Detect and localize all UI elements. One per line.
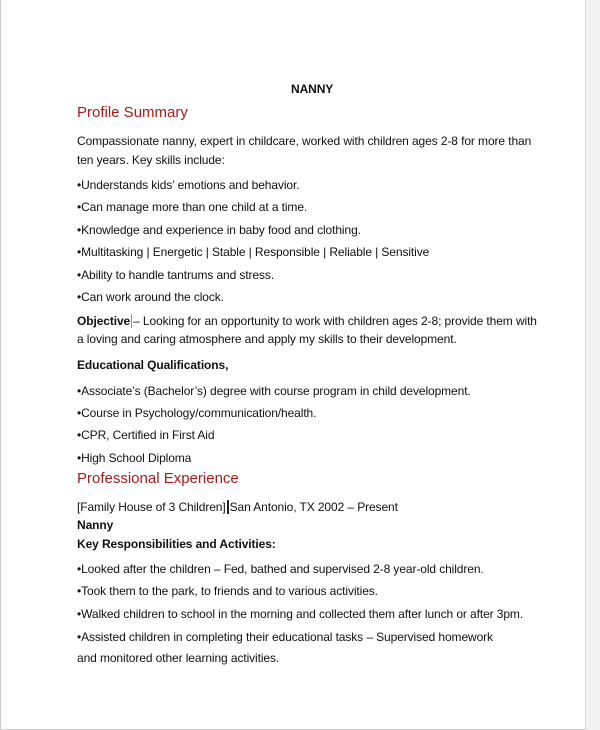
skill-item: •Can work around the clock. [77,290,224,304]
responsibilities-heading: Key Responsibilities and Activities: [77,537,276,551]
vertical-scrollbar[interactable] [585,0,600,730]
education-item: •Course in Psychology/communication/health. [77,406,317,420]
objective-paragraph [77,312,537,348]
objective-label: Objective [77,314,131,328]
profile-summary-heading: Profile Summary [77,104,188,121]
summary-paragraph: Compassionate nanny, expert in childcare, worked with children ages 2-8 for more than ten years. Key skills include: [77,134,532,167]
employer-name: [Family House of 3 Children] [77,500,226,514]
education-item: •CPR, Certified in First Aid [77,428,215,442]
job-title: Nanny [77,518,114,532]
responsibility-item: •Took them to the park, to friends and to various activities. [77,584,378,598]
education-item: •High School Diploma [77,451,192,465]
location-dates: San Antonio, TX 2002 – Present [227,500,398,514]
professional-experience-heading: Professional Experience [77,470,239,487]
responsibility-item: •Assisted children in completing their educational tasks – Supervised homework and monitored other learning activities. [77,630,493,665]
skill-item: •Multitasking | Energetic | Stable | Responsible | Reliable | Sensitive [77,245,430,259]
skill-item: •Knowledge and experience in baby food and clothing. [77,223,361,237]
education-heading: Educational Qualifications, [77,358,229,372]
skill-item: •Ability to handle tantrums and stress. [77,268,275,282]
employer-line [77,498,398,516]
skill-item: •Can manage more than one child at a time. [77,200,308,214]
education-item: •Associate’s (Bachelor’s) degree with course program in child development. [77,384,471,398]
objective-text: – Looking for an opportunity to work with children ages 2-8; provide them with a loving and caring atmosphere and apply my skills to their development. [77,314,537,346]
responsibility-item: •Looked after the children – Fed, bathed and supervised 2-8 year-old children. [77,562,484,576]
responsibility-item: •Walked children to school in the morning and collected them after lunch or after 3pm. [77,607,524,621]
skill-item: •Understands kids’ emotions and behavior. [77,178,300,192]
resume-title: NANNY [291,82,334,96]
